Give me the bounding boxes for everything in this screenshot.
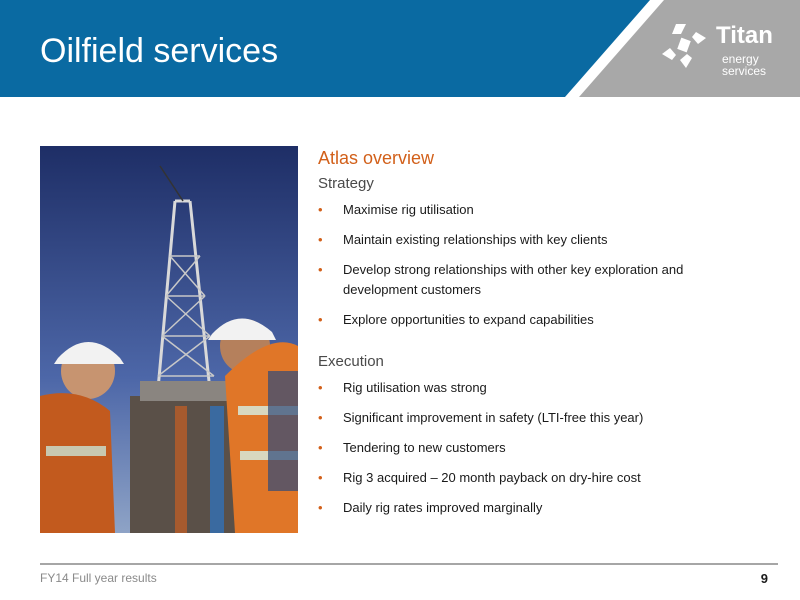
strategy-list: [318, 200, 748, 330]
bullet-icon: •: [318, 262, 323, 277]
bullet-icon: •: [318, 410, 323, 425]
list-item: [318, 408, 748, 428]
list-item-text: Daily rig rates improved marginally: [343, 500, 543, 515]
strategy-heading: Strategy: [318, 175, 374, 192]
list-item: [318, 230, 748, 250]
list-item-text: Develop strong relationships with other key exploration and development customers: [343, 262, 684, 297]
section-title: Atlas overview: [318, 148, 435, 168]
rig-workers-photo: [40, 146, 298, 533]
bullet-icon: •: [318, 202, 323, 217]
logo-tagline-line-2: services: [722, 64, 767, 78]
list-item-text: Rig 3 acquired – 20 month payback on dry-hire cost: [343, 470, 641, 485]
logo-tagline-line-1: energy: [722, 52, 759, 66]
list-item-text: Significant improvement in safety (LTI-free this year): [343, 410, 644, 425]
list-item: [318, 260, 748, 300]
bullet-icon: •: [318, 440, 323, 455]
bullet-icon: •: [318, 500, 323, 515]
slide-title: Oilfield services: [40, 32, 279, 70]
list-item: [318, 378, 748, 398]
company-logo: [660, 22, 790, 82]
list-item: [318, 310, 748, 330]
list-item: [318, 468, 748, 488]
list-item-text: Explore opportunities to expand capabilities: [343, 312, 594, 327]
logo-brand-text: Titan: [716, 22, 773, 49]
bullet-icon: •: [318, 470, 323, 485]
titan-logo-mark-icon: [660, 22, 708, 70]
list-item-text: Maintain existing relationships with key clients: [343, 232, 608, 247]
execution-heading: Execution: [318, 353, 384, 370]
list-item-text: Tendering to new customers: [343, 440, 506, 455]
bullet-icon: •: [318, 380, 323, 395]
list-item: [318, 438, 748, 458]
list-item-text: Rig utilisation was strong: [343, 380, 487, 395]
execution-list: [318, 378, 748, 518]
footer-label: FY14 Full year results: [40, 571, 157, 585]
logo-tagline: [722, 53, 766, 77]
footer-divider: [40, 563, 778, 565]
photo-illustration: [40, 146, 298, 533]
content-panel: [318, 146, 748, 528]
bullet-icon: •: [318, 312, 323, 327]
list-item-text: Maximise rig utilisation: [343, 202, 474, 217]
list-item: [318, 498, 748, 518]
bullet-icon: •: [318, 232, 323, 247]
page-number: 9: [760, 571, 768, 586]
list-item: [318, 200, 748, 220]
